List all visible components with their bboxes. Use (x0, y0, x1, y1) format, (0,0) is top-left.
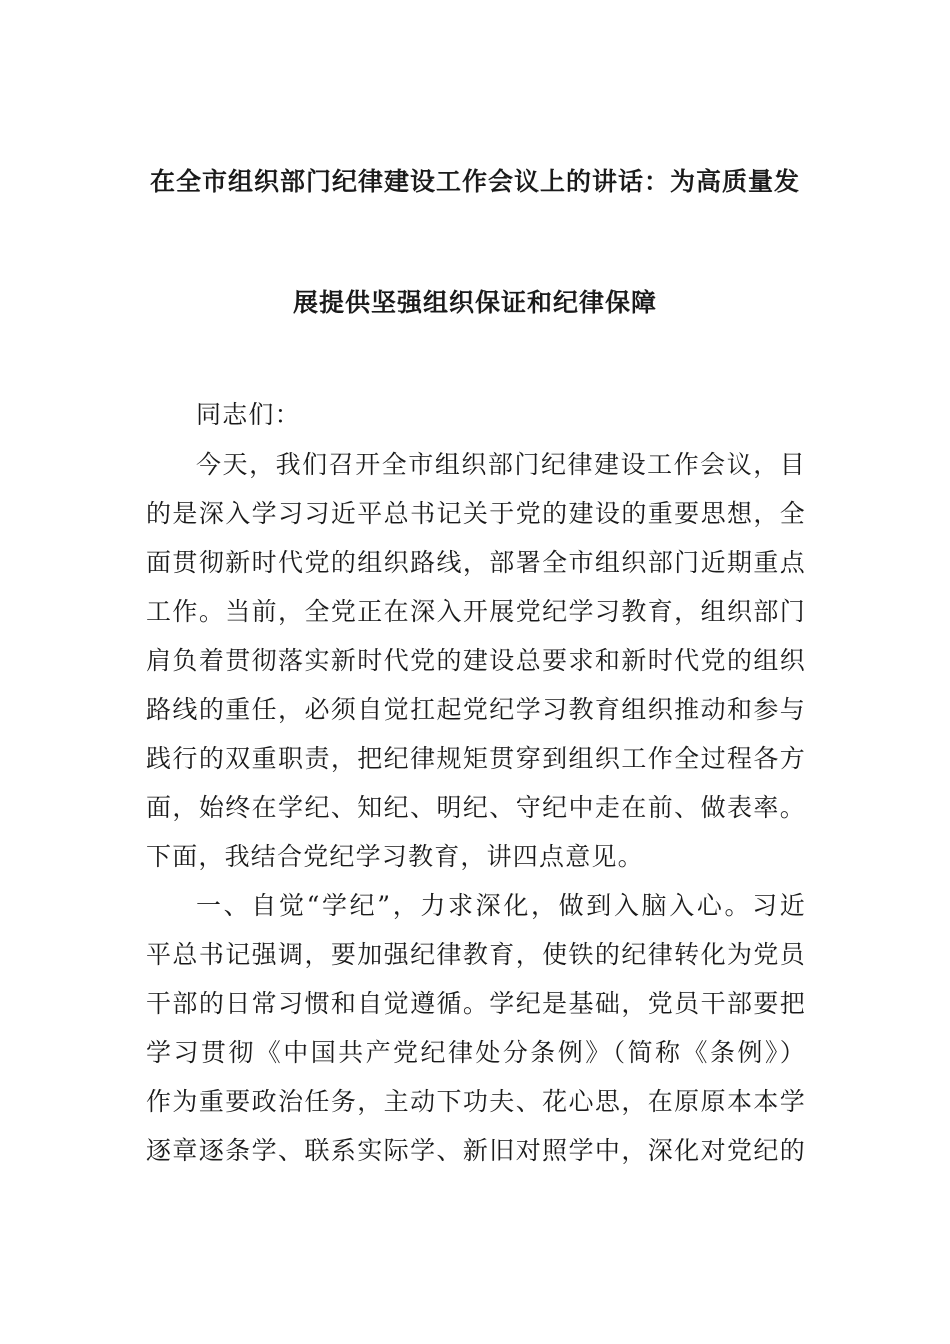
document-title-line-2: 展提供坚强组织保证和纪律保障 (292, 288, 657, 317)
body-line: 践行的双重职责，把纪律规矩贯穿到组织工作全过程各方 (146, 744, 806, 773)
greeting: 同志们： (196, 400, 301, 429)
body-line: 学习贯彻《中国共产党纪律处分条例》（简称《条例》） (146, 1038, 806, 1067)
body-line: 的是深入学习习近平总书记关于党的建设的重要思想，全 (146, 499, 806, 528)
body-line: 路线的重任，必须自觉扛起党纪学习教育组织推动和参与 (146, 695, 806, 724)
body-line: 今天，我们召开全市组织部门纪律建设工作会议，目 (196, 450, 806, 479)
body-line: 面，始终在学纪、知纪、明纪、守纪中走在前、做表率。 (146, 793, 806, 822)
body-line: 肩负着贯彻落实新时代党的建设总要求和新时代党的组织 (146, 646, 806, 675)
body-line: 下面，我结合党纪学习教育，讲四点意见。 (146, 842, 644, 871)
body-line: 平总书记强调，要加强纪律教育，使铁的纪律转化为党员 (146, 940, 806, 969)
document-title-line-1: 在全市组织部门纪律建设工作会议上的讲话：为高质量发 (149, 167, 800, 196)
body-line: 干部的日常习惯和自觉遵循。学纪是基础，党员干部要把 (146, 989, 806, 1018)
body-line: 工作。当前，全党正在深入开展党纪学习教育，组织部门 (146, 597, 806, 626)
body-line: 作为重要政治任务，主动下功夫、花心思，在原原本本学 (146, 1087, 806, 1116)
body-line: 逐章逐条学、联系实际学、新旧对照学中，深化对党纪的 (146, 1136, 806, 1165)
body-line: 面贯彻新时代党的组织路线，部署全市组织部门近期重点 (146, 548, 806, 577)
body-line: 一、自觉“学纪”，力求深化，做到入脑入心。习近 (196, 891, 806, 920)
